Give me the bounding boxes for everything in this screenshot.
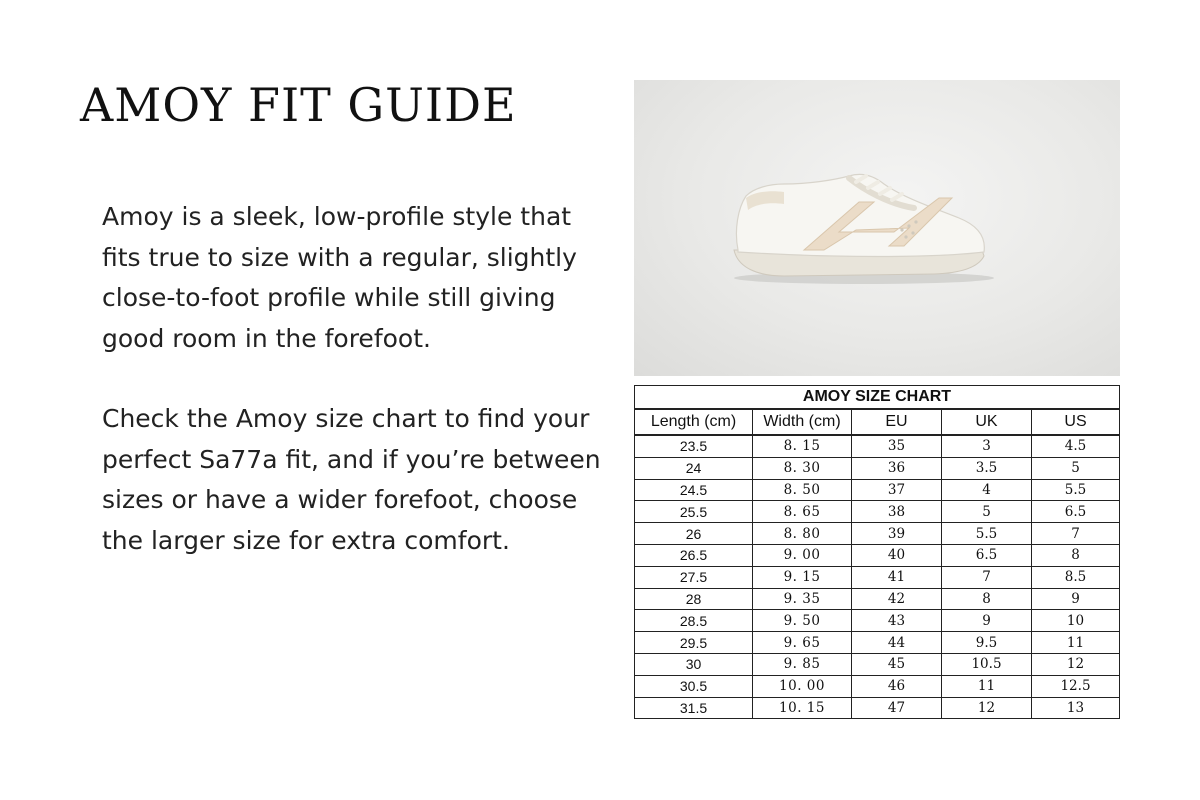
cell-length: 24 bbox=[635, 457, 753, 479]
size-chart-table bbox=[634, 385, 1120, 719]
cell-width: 9. 85 bbox=[753, 653, 852, 675]
table-row bbox=[635, 632, 1120, 654]
table-row bbox=[635, 435, 1120, 457]
table-row bbox=[635, 697, 1120, 719]
cell-length: 28.5 bbox=[635, 610, 753, 632]
cell-width: 9. 00 bbox=[753, 544, 852, 566]
cell-length: 23.5 bbox=[635, 435, 753, 457]
table-row bbox=[635, 610, 1120, 632]
cell-length: 30.5 bbox=[635, 675, 753, 697]
cell-us: 5 bbox=[1032, 457, 1120, 479]
size-advice-paragraph: Check the Amoy size chart to find your perfect Sa77a fit, and if you’re between sizes or have a wider forefoot, choose the larger size for extra comfort. bbox=[102, 404, 601, 555]
cell-us: 8 bbox=[1032, 544, 1120, 566]
size-chart-body bbox=[635, 435, 1120, 719]
cell-us: 7 bbox=[1032, 523, 1120, 545]
cell-us: 10 bbox=[1032, 610, 1120, 632]
product-photo bbox=[634, 80, 1120, 376]
cell-us: 13 bbox=[1032, 697, 1120, 719]
cell-uk: 8 bbox=[942, 588, 1032, 610]
cell-length: 26.5 bbox=[635, 544, 753, 566]
column-header-uk: UK bbox=[942, 409, 1032, 435]
table-row bbox=[635, 479, 1120, 501]
table-row bbox=[635, 675, 1120, 697]
cell-length: 27.5 bbox=[635, 566, 753, 588]
table-row bbox=[635, 523, 1120, 545]
table-row bbox=[635, 653, 1120, 675]
column-header-width: Width (cm) bbox=[753, 409, 852, 435]
cell-us: 4.5 bbox=[1032, 435, 1120, 457]
cell-width: 10. 15 bbox=[753, 697, 852, 719]
table-row bbox=[635, 544, 1120, 566]
table-row bbox=[635, 457, 1120, 479]
cell-uk: 4 bbox=[942, 479, 1032, 501]
cell-length: 25.5 bbox=[635, 501, 753, 523]
column-header-us: US bbox=[1032, 409, 1120, 435]
cell-width: 8. 15 bbox=[753, 435, 852, 457]
cell-uk: 10.5 bbox=[942, 653, 1032, 675]
cell-width: 9. 65 bbox=[753, 632, 852, 654]
cell-width: 9. 15 bbox=[753, 566, 852, 588]
table-row bbox=[635, 501, 1120, 523]
cell-length: 31.5 bbox=[635, 697, 753, 719]
cell-uk: 9 bbox=[942, 610, 1032, 632]
cell-length: 28 bbox=[635, 588, 753, 610]
cell-length: 26 bbox=[635, 523, 753, 545]
cell-eu: 38 bbox=[852, 501, 942, 523]
cell-width: 8. 50 bbox=[753, 479, 852, 501]
cell-us: 9 bbox=[1032, 588, 1120, 610]
cell-uk: 11 bbox=[942, 675, 1032, 697]
cell-uk: 3 bbox=[942, 435, 1032, 457]
sneaker-image bbox=[634, 80, 1120, 376]
cell-width: 9. 50 bbox=[753, 610, 852, 632]
cell-eu: 39 bbox=[852, 523, 942, 545]
table-row bbox=[635, 566, 1120, 588]
size-chart-title: AMOY SIZE CHART bbox=[635, 386, 1120, 410]
cell-uk: 6.5 bbox=[942, 544, 1032, 566]
cell-width: 8. 80 bbox=[753, 523, 852, 545]
cell-uk: 3.5 bbox=[942, 457, 1032, 479]
cell-us: 12 bbox=[1032, 653, 1120, 675]
cell-us: 5.5 bbox=[1032, 479, 1120, 501]
table-row bbox=[635, 588, 1120, 610]
cell-eu: 43 bbox=[852, 610, 942, 632]
cell-eu: 37 bbox=[852, 479, 942, 501]
cell-uk: 7 bbox=[942, 566, 1032, 588]
cell-length: 29.5 bbox=[635, 632, 753, 654]
cell-us: 11 bbox=[1032, 632, 1120, 654]
cell-us: 8.5 bbox=[1032, 566, 1120, 588]
cell-width: 9. 35 bbox=[753, 588, 852, 610]
cell-eu: 42 bbox=[852, 588, 942, 610]
cell-eu: 46 bbox=[852, 675, 942, 697]
cell-uk: 5 bbox=[942, 501, 1032, 523]
cell-uk: 5.5 bbox=[942, 523, 1032, 545]
cell-eu: 41 bbox=[852, 566, 942, 588]
cell-length: 24.5 bbox=[635, 479, 753, 501]
cell-us: 6.5 bbox=[1032, 501, 1120, 523]
fit-description-paragraph: Amoy is a sleek, low-profile style that fits true to size with a regular, slightly close-to-foot profile while still giving good room in the forefoot. bbox=[102, 202, 577, 353]
cell-uk: 12 bbox=[942, 697, 1032, 719]
cell-width: 8. 30 bbox=[753, 457, 852, 479]
cell-length: 30 bbox=[635, 653, 753, 675]
cell-uk: 9.5 bbox=[942, 632, 1032, 654]
cell-width: 10. 00 bbox=[753, 675, 852, 697]
page-title: AMOY FIT GUIDE bbox=[80, 78, 517, 132]
cell-eu: 45 bbox=[852, 653, 942, 675]
cell-eu: 40 bbox=[852, 544, 942, 566]
cell-eu: 35 bbox=[852, 435, 942, 457]
cell-eu: 44 bbox=[852, 632, 942, 654]
cell-eu: 47 bbox=[852, 697, 942, 719]
column-header-length: Length (cm) bbox=[635, 409, 753, 435]
cell-width: 8. 65 bbox=[753, 501, 852, 523]
column-header-eu: EU bbox=[852, 409, 942, 435]
cell-us: 12.5 bbox=[1032, 675, 1120, 697]
cell-eu: 36 bbox=[852, 457, 942, 479]
